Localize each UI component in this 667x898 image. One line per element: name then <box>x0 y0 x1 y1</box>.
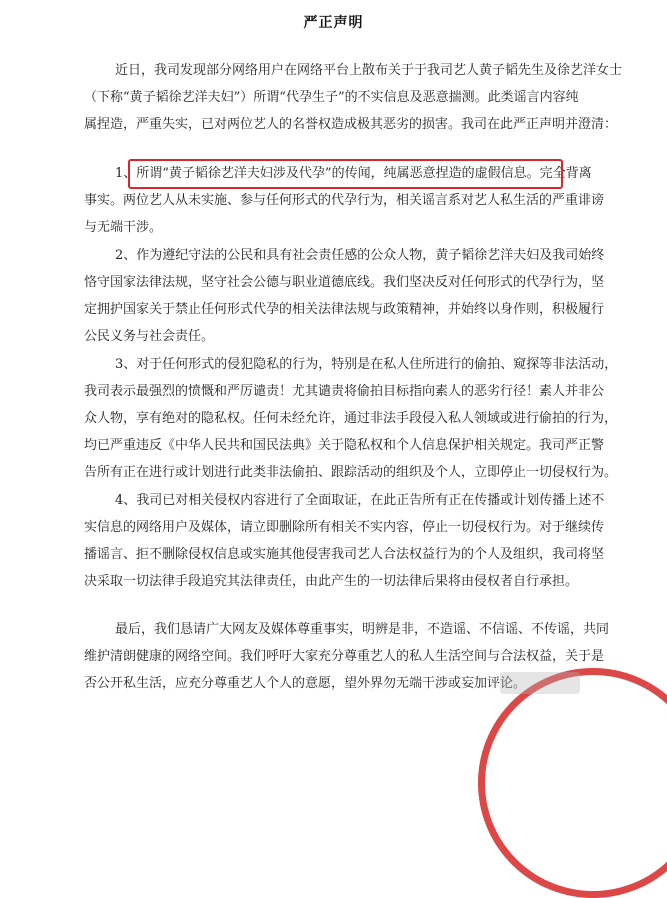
text-line: 3、对于任何形式的侵犯隐私的行为，特别是在私人住所进行的偷拍、窥探等非法活动， <box>115 357 618 372</box>
text-line: 实信息的网络用户及媒体，请立即删除所有相关不实内容，停止一切侵权行为。对于继续传 <box>84 520 605 535</box>
text-line: 2、作为遵纪守法的公民和具有社会责任感的公众人物，黄子韬徐艺洋夫妇及我司始终 <box>115 248 605 263</box>
text-line: 我司表示最强烈的愤慨和严厉谴责！尤其谴责将偷拍目标指向素人的恶劣行径！素人并非公 <box>84 384 605 399</box>
text-line: 4、我司已对相关侵权内容进行了全面取证，在此正告所有正在传播或计划传播上述不 <box>115 493 605 508</box>
text-line: 决采取一切法律手段追究其法律责任，由此产生的一切法律后果将由侵权者自行承担。 <box>84 574 579 589</box>
text-line: 恪守国家法律法规，坚守社会公德与职业道德底线。我们坚决反对任何形式的代孕行为，坚 <box>84 275 605 290</box>
text-line: 均已严重违反《中华人民共和国民法典》关于隐私权和个人信息保护相关规定。我司严正警 <box>84 438 605 453</box>
highlight-box <box>128 159 563 189</box>
text-line: 最后，我们恳请广大网友及媒体尊重事实，明辨是非，不造谣、不信谣、不传谣，共同 <box>115 622 610 637</box>
text-line: 定拥护国家关于禁止任何形式代孕的相关法律法规与政策精神，并始终以身作则，积极履行 <box>84 302 605 317</box>
watermark <box>500 672 580 694</box>
text-line: 事实。两位艺人从未实施、参与任何形式的代孕行为，相关谣言系对艺人私生活的严重诽谤 <box>84 193 605 208</box>
text-line: 1、所谓“黄子韬徐艺洋夫妇涉及代孕”的传闻，纯属恶意捏造的虚假信息。完全背离 <box>115 166 592 181</box>
text-line: 公民义务与社会责任。 <box>84 329 215 344</box>
text-line: 否公开私生活，应充分尊重艺人个人的意愿，望外界勿无端干涉或妄加评论。 <box>84 676 527 691</box>
text-line: 近日，我司发现部分网络用户在网络平台上散布关于于我司艺人黄子韬先生及徐艺洋女士 <box>115 63 623 78</box>
text-line: 属捏造，严重失实，已对两位艺人的名誉权造成极其恶劣的损害。我司在此严正声明并澄清： <box>84 117 618 132</box>
text-line: 播谣言、拒不删除侵权信息或实施其他侵害我司艺人合法权益行为的个人及组织，我司将坚 <box>84 547 605 562</box>
text-line: 告所有正在进行或计划进行此类非法偷拍、跟踪活动的组织及个人，立即停止一切侵权行为。 <box>84 465 618 480</box>
text-line: 与无端干涉。 <box>84 220 163 235</box>
text-line: （下称“黄子韬徐艺洋夫妇”）所谓“代孕生子”的不实信息及恶意揣测。此类谣言内容纯 <box>84 90 579 105</box>
text-line: 维护清朗健康的网络空间。我们呼吁大家充分尊重艺人的私人生活空间与合法权益，关于是 <box>84 649 605 664</box>
document-title: 严正声明 <box>303 15 364 31</box>
text-line: 众人物，享有绝对的隐私权。任何未经允许，通过非法手段侵入私人领域或进行偷拍的行为， <box>84 411 618 426</box>
